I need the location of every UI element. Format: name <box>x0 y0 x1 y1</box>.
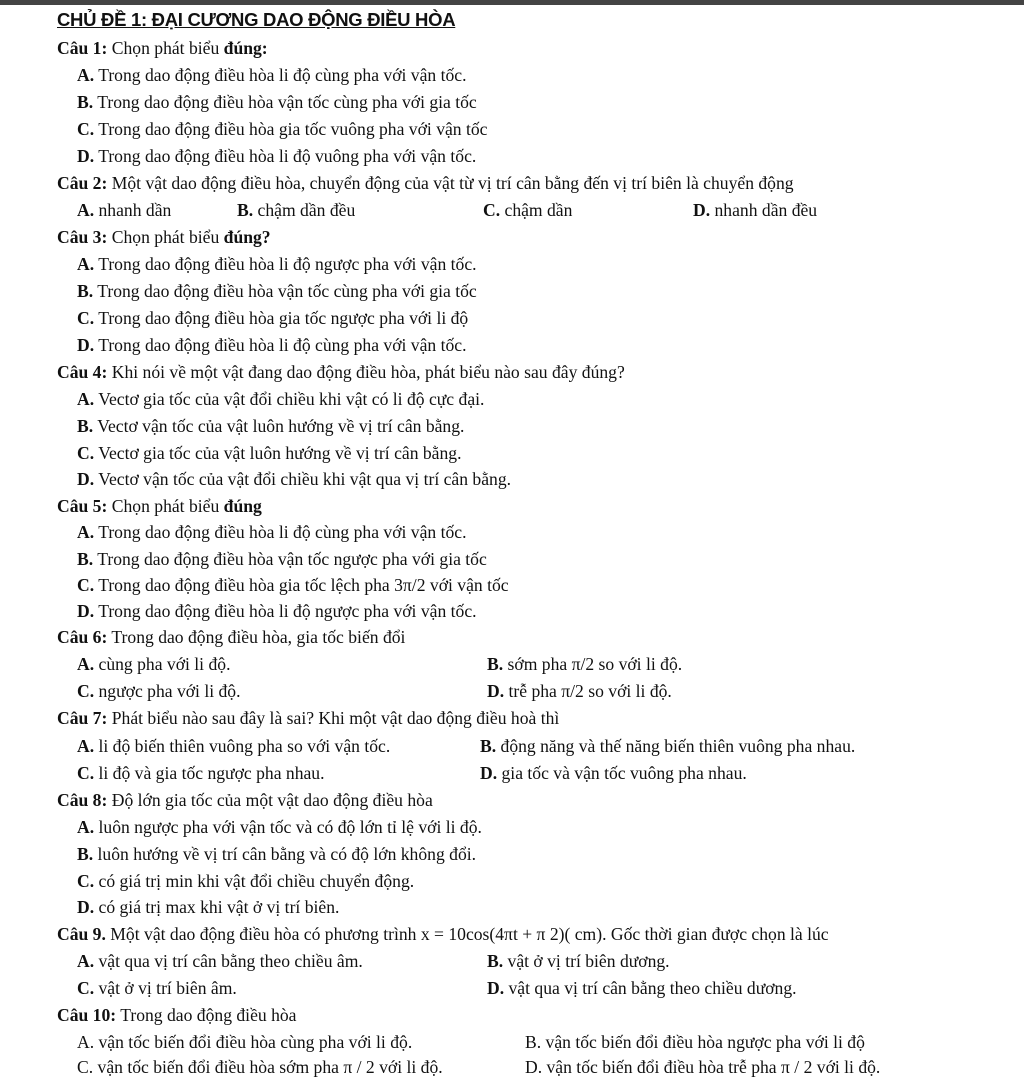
q1-option-b: B. Trong dao động điều hòa vận tốc cùng pha với gia tốc <box>77 92 477 112</box>
top-border <box>0 0 1024 5</box>
q10-option-b: B. vận tốc biến đổi điều hòa ngược pha với li độ <box>525 1032 865 1052</box>
q8-option-d: D. có giá trị max khi vật ở vị trí biên. <box>77 897 340 917</box>
q8-option-c: C. có giá trị min khi vật đổi chiều chuyển động. <box>77 871 415 891</box>
q1-option-d: D. Trong dao động điều hòa li độ vuông pha với vận tốc. <box>77 146 477 166</box>
q4-option-d: D. Vectơ vận tốc của vật đổi chiều khi vật qua vị trí cân bằng. <box>77 469 512 489</box>
question-3: Câu 3: Chọn phát biểu đúng? <box>57 227 271 247</box>
q6-option-d: D. trễ pha π/2 so với li độ. <box>487 681 672 701</box>
q3-option-a: A. Trong dao động điều hòa li độ ngược pha với vận tốc. <box>77 254 477 274</box>
q6-option-c: C. ngược pha với li độ. <box>77 681 241 701</box>
question-4: Câu 4: Khi nói về một vật đang dao động điều hòa, phát biểu nào sau đây đúng? <box>57 362 625 382</box>
q7-option-a: A. li độ biến thiên vuông pha so với vận tốc. <box>77 736 391 756</box>
question-10: Câu 10: Trong dao động điều hòa <box>57 1005 297 1025</box>
q7-option-d: D. gia tốc và vận tốc vuông pha nhau. <box>480 763 747 783</box>
q7-option-b: B. động năng và thế năng biến thiên vuông pha nhau. <box>480 736 856 756</box>
question-2: Câu 2: Một vật dao động điều hòa, chuyển động của vật từ vị trí cân bằng đến vị trí biên là chuyển động <box>57 173 794 193</box>
q5-option-b: B. Trong dao động điều hòa vận tốc ngược pha với gia tốc <box>77 549 487 569</box>
q1-option-c: C. Trong dao động điều hòa gia tốc vuông pha với vận tốc <box>77 119 488 139</box>
question-7: Câu 7: Phát biểu nào sau đây là sai? Khi một vật dao động điều hoà thì <box>57 708 560 728</box>
q6-option-b: B. sớm pha π/2 so với li độ. <box>487 654 683 674</box>
q7-option-c: C. li độ và gia tốc ngược pha nhau. <box>77 763 325 783</box>
question-5: Câu 5: Chọn phát biểu đúng <box>57 496 262 516</box>
q9-option-d: D. vật qua vị trí cân bằng theo chiều dương. <box>487 978 797 998</box>
q9-option-c: C. vật ở vị trí biên âm. <box>77 978 237 998</box>
q2-option-c: C. chậm dần <box>483 200 573 220</box>
q5-option-c: C. Trong dao động điều hòa gia tốc lệch pha 3π/2 với vận tốc <box>77 575 509 595</box>
q1-option-a: A. Trong dao động điều hòa li độ cùng pha với vận tốc. <box>77 65 467 85</box>
q8-option-a: A. luôn ngược pha với vận tốc và có độ lớn tỉ lệ với li độ. <box>77 817 482 837</box>
question-1: Câu 1: Chọn phát biểu đúng: <box>57 38 268 58</box>
question-9: Câu 9. Một vật dao động điều hòa có phương trình x = 10cos(4πt + π 2)( cm). Gốc thời gian được chọn là lúc <box>57 924 829 944</box>
q2-option-a: A. nhanh dần <box>77 200 172 220</box>
page-title: CHỦ ĐỀ 1: ĐẠI CƯƠNG DAO ĐỘNG ĐIỀU HÒA <box>57 9 456 30</box>
q4-option-a: A. Vectơ gia tốc của vật đổi chiều khi vật có li độ cực đại. <box>77 389 485 409</box>
question-6: Câu 6: Trong dao động điều hòa, gia tốc biến đổi <box>57 627 406 647</box>
q10-option-a: A. vận tốc biến đổi điều hòa cùng pha với li độ. <box>77 1032 413 1052</box>
q5-option-a: A. Trong dao động điều hòa li độ cùng pha với vận tốc. <box>77 522 467 542</box>
q3-option-c: C. Trong dao động điều hòa gia tốc ngược pha với li độ <box>77 308 469 328</box>
q4-option-c: C. Vectơ gia tốc của vật luôn hướng về vị trí cân bằng. <box>77 443 462 463</box>
q6-option-a: A. cùng pha với li độ. <box>77 654 231 674</box>
q10-option-d: D. vận tốc biến đổi điều hòa trễ pha π / 2 với li độ. <box>525 1057 881 1077</box>
q2-option-b: B. chậm dần đều <box>237 200 356 220</box>
q10-option-c: C. vận tốc biến đổi điều hòa sớm pha π / 2 với li độ. <box>77 1057 443 1077</box>
q8-option-b: B. luôn hướng về vị trí cân bằng và có độ lớn không đổi. <box>77 844 477 864</box>
q5-option-d: D. Trong dao động điều hòa li độ ngược pha với vận tốc. <box>77 601 477 621</box>
question-8: Câu 8: Độ lớn gia tốc của một vật dao động điều hòa <box>57 790 433 810</box>
q9-option-a: A. vật qua vị trí cân bằng theo chiều âm. <box>77 951 363 971</box>
q9-option-b: B. vật ở vị trí biên dương. <box>487 951 670 971</box>
q2-option-d: D. nhanh dần đều <box>693 200 818 220</box>
q3-option-d: D. Trong dao động điều hòa li độ cùng pha với vận tốc. <box>77 335 467 355</box>
q3-option-b: B. Trong dao động điều hòa vận tốc cùng pha với gia tốc <box>77 281 477 301</box>
q4-option-b: B. Vectơ vận tốc của vật luôn hướng về vị trí cân bằng. <box>77 416 465 436</box>
